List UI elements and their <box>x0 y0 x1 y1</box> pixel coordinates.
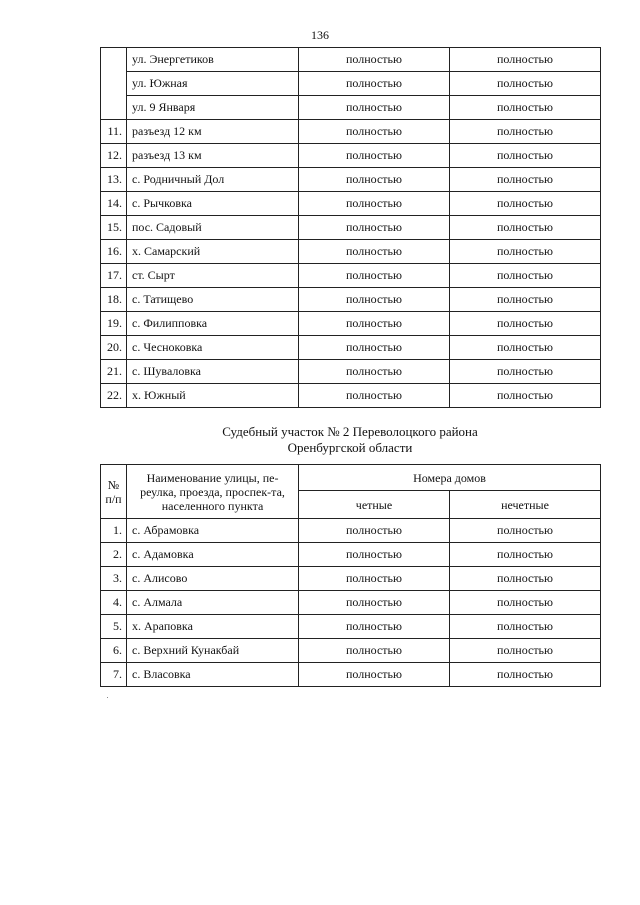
even-houses-cell: полностью <box>299 312 450 336</box>
odd-houses-cell: полностью <box>450 615 601 639</box>
column-header-number: № п/п <box>101 465 127 519</box>
odd-houses-cell: полностью <box>450 591 601 615</box>
table-row <box>101 120 601 144</box>
table-header-row <box>101 465 601 491</box>
odd-houses-cell: полностью <box>450 288 601 312</box>
odd-houses-cell: полностью <box>450 48 601 72</box>
place-name-cell: х. Араповка <box>127 615 299 639</box>
table-row <box>101 519 601 543</box>
table-row <box>101 288 601 312</box>
even-houses-cell: полностью <box>299 615 450 639</box>
even-houses-cell: полностью <box>299 384 450 408</box>
even-houses-cell: полностью <box>299 120 450 144</box>
odd-houses-cell: полностью <box>450 384 601 408</box>
odd-houses-cell: полностью <box>450 567 601 591</box>
table-row <box>101 168 601 192</box>
odd-houses-cell: полностью <box>450 519 601 543</box>
even-houses-cell: полностью <box>299 192 450 216</box>
row-number-cell: 7. <box>101 663 127 687</box>
table-row <box>101 639 601 663</box>
street-name-cell: ул. Энергетиков <box>127 48 299 72</box>
even-houses-cell: полностью <box>299 336 450 360</box>
table-row <box>101 384 601 408</box>
row-number-cell: 13. <box>101 168 127 192</box>
row-number-cell: 18. <box>101 288 127 312</box>
heading-line-2: Оренбургской области <box>287 440 413 455</box>
row-number-cell: 12. <box>101 144 127 168</box>
table-row <box>101 96 601 120</box>
odd-houses-cell: полностью <box>450 240 601 264</box>
odd-houses-cell: полностью <box>450 264 601 288</box>
place-name-cell: с. Абрамовка <box>127 519 299 543</box>
place-name-cell: разъезд 13 км <box>127 144 299 168</box>
row-number-cell: 4. <box>101 591 127 615</box>
row-number-cell: 14. <box>101 192 127 216</box>
row-number-cell: 21. <box>101 360 127 384</box>
place-name-cell: х. Южный <box>127 384 299 408</box>
row-number-cell: 2. <box>101 543 127 567</box>
place-name-cell: разъезд 12 км <box>127 120 299 144</box>
even-houses-cell: полностью <box>299 591 450 615</box>
table-row <box>101 216 601 240</box>
street-name-cell: ул. 9 Января <box>127 96 299 120</box>
even-houses-cell: полностью <box>299 288 450 312</box>
even-houses-cell: полностью <box>299 639 450 663</box>
row-number-cell: 1. <box>101 519 127 543</box>
place-name-cell: с. Татищево <box>127 288 299 312</box>
row-number-cell: 16. <box>101 240 127 264</box>
odd-houses-cell: полностью <box>450 312 601 336</box>
column-header-odd: нечетные <box>450 491 601 519</box>
even-houses-cell: полностью <box>299 519 450 543</box>
place-name-cell: с. Шуваловка <box>127 360 299 384</box>
place-name-cell: с. Алисово <box>127 567 299 591</box>
table-row <box>101 615 601 639</box>
table-row <box>101 72 601 96</box>
place-name-cell: х. Самарский <box>127 240 299 264</box>
table-row <box>101 567 601 591</box>
column-header-house-numbers: Номера домов <box>299 465 601 491</box>
odd-houses-cell: полностью <box>450 144 601 168</box>
row-number-cell: 15. <box>101 216 127 240</box>
row-number-cell: 6. <box>101 639 127 663</box>
section-heading <box>100 424 600 456</box>
place-name-cell: с. Рычковка <box>127 192 299 216</box>
even-houses-cell: полностью <box>299 144 450 168</box>
scan-speck <box>107 697 108 698</box>
place-name-cell: с. Верхний Кунакбай <box>127 639 299 663</box>
column-header-name: Наименование улицы, пе-реулка, проезда, проспек-та, населенного пункта <box>127 465 299 519</box>
page-number: 136 <box>311 28 329 42</box>
odd-houses-cell: полностью <box>450 96 601 120</box>
row-number-cell: 5. <box>101 615 127 639</box>
odd-houses-cell: полностью <box>450 216 601 240</box>
row-number-cell: 11. <box>101 120 127 144</box>
even-houses-cell: полностью <box>299 96 450 120</box>
place-name-cell: с. Родничный Дол <box>127 168 299 192</box>
place-name-cell: с. Адамовка <box>127 543 299 567</box>
row-number-cell: 19. <box>101 312 127 336</box>
place-name-cell: с. Филипповка <box>127 312 299 336</box>
odd-houses-cell: полностью <box>450 663 601 687</box>
odd-houses-cell: полностью <box>450 360 601 384</box>
even-houses-cell: полностью <box>299 567 450 591</box>
odd-houses-cell: полностью <box>450 336 601 360</box>
table-row <box>101 192 601 216</box>
table-row <box>101 264 601 288</box>
even-houses-cell: полностью <box>299 360 450 384</box>
heading-line-1: Судебный участок № 2 Переволоцкого района <box>222 424 478 439</box>
even-houses-cell: полностью <box>299 72 450 96</box>
continued-address-table <box>100 47 601 408</box>
place-name-cell: пос. Садовый <box>127 216 299 240</box>
even-houses-cell: полностью <box>299 663 450 687</box>
row-number-cell: 20. <box>101 336 127 360</box>
odd-houses-cell: полностью <box>450 168 601 192</box>
row-number-cell: 3. <box>101 567 127 591</box>
place-name-cell: с. Чесноковка <box>127 336 299 360</box>
table-row <box>101 48 601 72</box>
table-row <box>101 360 601 384</box>
table-row <box>101 144 601 168</box>
even-houses-cell: полностью <box>299 543 450 567</box>
table-row <box>101 240 601 264</box>
street-name-cell: ул. Южная <box>127 72 299 96</box>
table-row <box>101 663 601 687</box>
even-houses-cell: полностью <box>299 168 450 192</box>
odd-houses-cell: полностью <box>450 543 601 567</box>
address-table <box>100 464 601 687</box>
table-row <box>101 543 601 567</box>
place-name-cell: ст. Сырт <box>127 264 299 288</box>
odd-houses-cell: полностью <box>450 72 601 96</box>
row-number-cell: 22. <box>101 384 127 408</box>
even-houses-cell: полностью <box>299 264 450 288</box>
table-row <box>101 336 601 360</box>
place-name-cell: с. Власовка <box>127 663 299 687</box>
even-houses-cell: полностью <box>299 240 450 264</box>
odd-houses-cell: полностью <box>450 639 601 663</box>
table-row <box>101 591 601 615</box>
place-name-cell: с. Алмала <box>127 591 299 615</box>
odd-houses-cell: полностью <box>450 192 601 216</box>
even-houses-cell: полностью <box>299 216 450 240</box>
merged-number-cell <box>101 48 127 120</box>
odd-houses-cell: полностью <box>450 120 601 144</box>
row-number-cell: 17. <box>101 264 127 288</box>
table-row <box>101 312 601 336</box>
even-houses-cell: полностью <box>299 48 450 72</box>
column-header-even: четные <box>299 491 450 519</box>
